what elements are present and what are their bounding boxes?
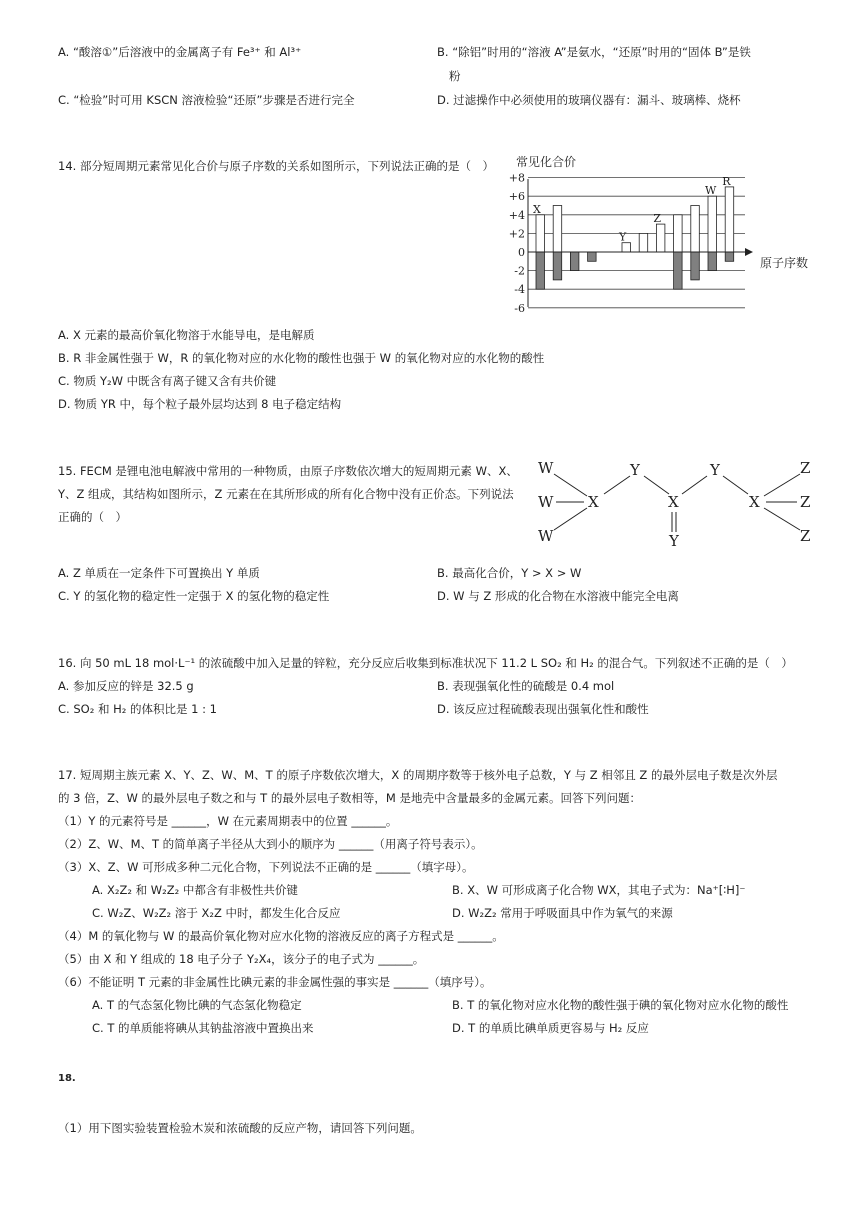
chart-bar	[725, 187, 734, 252]
chart-bars	[536, 187, 734, 289]
q13-option-b: B. “除铝”时用的“溶液 A”是氨水，“还原”时用的“固体 B”是铁	[437, 45, 751, 59]
q14-option-a: A. X 元素的最高价氧化物溶于水能导电，是电解质	[58, 328, 315, 342]
q13-option-d: D. 过滤操作中必须使用的玻璃仪器有：漏斗、玻璃棒、烧杯	[437, 93, 741, 107]
chart-y-tick-label: 0	[518, 246, 525, 259]
chart-bar	[536, 215, 545, 252]
chart-bar	[553, 206, 562, 253]
q17-part6-option-c: C. T 的单质能将碘从其钠盐溶液中置换出来	[92, 1021, 314, 1035]
chart-x-axis-arrow	[745, 248, 753, 256]
q15-stem-line3: 正确的（ ）	[58, 510, 127, 524]
q17-part6-option-b: B. T 的氧化物对应水化物的酸性强于碘的氧化物对应水化物的酸性	[452, 998, 789, 1012]
chart-y-ticks	[509, 172, 525, 312]
q17-part3: （3）X、Z、W 可形成多种二元化合物，下列说法不正确的是 ______（填字母）。	[58, 860, 474, 874]
atom-w-3: W	[538, 527, 554, 545]
atom-y-2: Y	[669, 532, 679, 550]
atom-z-1: Z	[800, 459, 811, 477]
chart-point-label: X	[533, 202, 541, 216]
chart-point-label: Z	[653, 212, 662, 226]
q17-part1: （1）Y 的元素符号是 ______，W 在元素周期表中的位置 ______。	[58, 814, 398, 828]
atom-x-2: X	[668, 493, 679, 511]
fecm-structure	[532, 455, 832, 550]
atom-x-1: X	[588, 493, 599, 511]
atom-y-1: Y	[630, 461, 640, 479]
q17-part2: （2）Z、W、M、T 的简单离子半径从大到小的顺序为 ______（用离子符号表示）。	[58, 837, 483, 851]
q17-part6: （6）不能证明 T 元素的非金属性比碘元素的非金属性强的事实是 ______（填序号）。	[58, 975, 492, 989]
atom-w-2: W	[538, 493, 554, 511]
q17-part6-option-d: D. T 的单质比碘单质更容易与 H₂ 反应	[452, 1021, 649, 1035]
atom-w-1: W	[538, 459, 554, 477]
chart-y-tick-label: +2	[508, 227, 525, 241]
q15-stem-line2: Y、Z 组成，其结构如图所示，Z 元素在在其所形成的所有化合物中没有正价态。下列说法	[58, 487, 514, 501]
q15-stem-line1: 15. FECM 是锂电池电解液中常用的一种物质，由原子序数依次增大的短周期元素 W、X、	[58, 464, 518, 478]
atom-y-3: Y	[710, 461, 720, 479]
q16-option-a: A. 参加反应的锌是 32.5 g	[58, 679, 194, 693]
q14-option-b: B. R 非金属性强于 W，R 的氧化物对应的水化物的酸性也强于 W 的氧化物对应的水化物的酸性	[58, 351, 545, 365]
chart-bar	[674, 215, 683, 252]
q16-option-d: D. 该反应过程硫酸表现出强氧化性和酸性	[437, 702, 649, 716]
q16-option-b: B. 表现强氧化性的硫酸是 0.4 mol	[437, 679, 615, 693]
chart-bar	[725, 252, 734, 261]
q14-option-c: C. 物质 Y₂W 中既含有离子键又含有共价键	[58, 374, 277, 388]
chart-y-tick-label: +8	[508, 171, 525, 185]
chart-point-label: R	[722, 174, 731, 188]
chart-y-tick-label: -2	[514, 264, 525, 278]
valence-chart	[500, 152, 830, 312]
chart-bar	[708, 196, 717, 252]
q18-number: 18.	[58, 1073, 76, 1084]
chart-y-tick-label: +6	[508, 190, 525, 204]
q13-option-c: C. “检验”时可用 KSCN 溶液检验“还原”步骤是否进行完全	[58, 93, 355, 107]
q17-part3-option-b: B. X、W 可形成离子化合物 WX，其电子式为：Na⁺[∶H]⁻	[452, 883, 746, 897]
atom-z-3: Z	[800, 527, 811, 545]
chart-bar	[674, 252, 683, 289]
chart-bar	[570, 252, 579, 271]
q15-option-b: B. 最高化合价，Y > X > W	[437, 566, 582, 580]
chart-bar	[536, 252, 545, 289]
q17-part3-option-c: C. W₂Z、W₂Z₂ 溶于 X₂Z 中时，都发生化合反应	[92, 906, 341, 920]
atom-z-2: Z	[800, 493, 811, 511]
chart-title: 常见化合价	[516, 155, 577, 169]
chart-y-tick-label: +4	[508, 208, 525, 222]
chart-point-label: Y	[619, 230, 627, 244]
chart-bar	[588, 252, 597, 261]
q17-part3-option-a: A. X₂Z₂ 和 W₂Z₂ 中都含有非极性共价键	[92, 883, 298, 897]
q13-option-a: A. “酸溶①”后溶液中的金属离子有 Fe³⁺ 和 Al³⁺	[58, 45, 302, 59]
q16-stem: 16. 向 50 mL 18 mol·L⁻¹ 的浓硫酸中加入足量的锌粒，充分反应后收集到标准状况下 11.2 L SO₂ 和 H₂ 的混合气。下列叙述不正确的是（ ）	[58, 656, 793, 670]
chart-bar	[691, 206, 700, 253]
q17-stem-line1: 17. 短周期主族元素 X、Y、Z、W、M、T 的原子序数依次增大，X 的周期序数等于核外电子总数，Y 与 Z 相邻且 Z 的最外层电子数是次外层	[58, 768, 778, 782]
q14-option-d: D. 物质 YR 中，每个粒子最外层均达到 8 电子稳定结构	[58, 397, 342, 411]
q18-part1: （1）用下图实验装置检验木炭和浓硫酸的反应产物，请回答下列问题。	[58, 1121, 422, 1135]
q16-option-c: C. SO₂ 和 H₂ 的体积比是 1 : 1	[58, 702, 218, 716]
chart-point-label: W	[705, 184, 717, 198]
chart-y-tick-label: -4	[514, 283, 525, 297]
chart-bar	[639, 233, 648, 252]
q15-option-c: C. Y 的氢化物的稳定性一定强于 X 的氢化物的稳定性	[58, 589, 330, 603]
q17-stem-line2: 的 3 倍，Z、W 的最外层电子数之和与 T 的最外层电子数相等，M 是地壳中含量最多的金属元素。回答下列问题：	[58, 791, 641, 805]
q14-stem: 14. 部分短周期元素常见化合价与原子序数的关系如图所示，下列说法正确的是（ ）	[58, 159, 494, 173]
atom-x-3: X	[749, 493, 760, 511]
chart-bar	[708, 252, 717, 271]
q17-part3-option-d: D. W₂Z₂ 常用于呼吸面具中作为氧气的来源	[452, 906, 673, 920]
q17-part5: （5）由 X 和 Y 组成的 18 电子分子 Y₂X₄，该分子的电子式为 ______。	[58, 952, 425, 966]
q17-part4: （4）M 的氧化物与 W 的最高价氧化物对应水化物的溶液反应的离子方程式是 ______。	[58, 929, 504, 943]
chart-bar	[691, 252, 700, 280]
q13-option-b-cont: 粉	[449, 69, 461, 83]
q17-part6-option-a: A. T 的气态氢化物比碘的气态氢化物稳定	[92, 998, 302, 1012]
chart-y-tick-label: -6	[514, 301, 525, 312]
chart-x-label: 原子序数	[760, 256, 809, 270]
q15-option-a: A. Z 单质在一定条件下可置换出 Y 单质	[58, 566, 260, 580]
chart-bar	[656, 224, 665, 252]
chart-bar	[553, 252, 562, 280]
q15-option-d: D. W 与 Z 形成的化合物在水溶液中能完全电离	[437, 589, 679, 603]
chart-bar	[622, 243, 631, 252]
